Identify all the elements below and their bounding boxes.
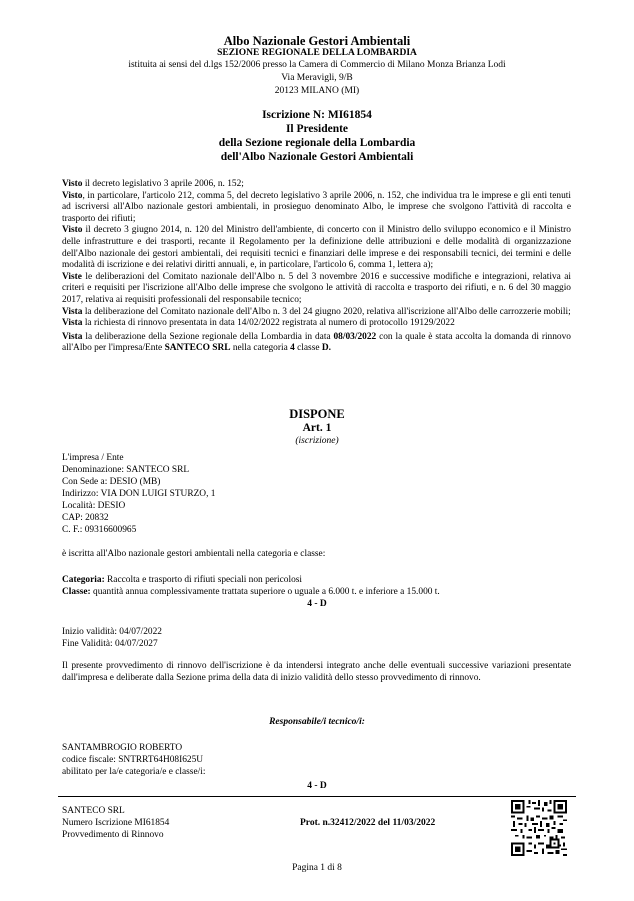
- responsabili-title: Responsabile/i tecnico/i:: [269, 717, 365, 727]
- responsabile-block: SANTAMBROGIO ROBERTO codice fiscale: SNTRRT64H08I625U abilitato per la/e categoria/e e classe/i:: [62, 743, 206, 777]
- visto-item: Vista la richiesta di rinnovo presentata in data 14/02/2022 registrata al numero di protocollo 19129/2022: [62, 318, 455, 329]
- footer-divider: [58, 796, 576, 797]
- albo-line: dell'Albo Nazionale Gestori Ambientali: [220, 151, 414, 163]
- header-section: SEZIONE REGIONALE DELLA LOMBARDIA: [217, 48, 417, 58]
- visto-item: Viste le deliberazioni del Comitato nazionale dell'Albo n. 5 del 3 novembre 2016 e successive modifiche e integrazioni, relativa ai criteri e requisiti per l'iscrizione all'Albo delle imprese che svolgono le attività di raccolta e trasporto dei rifiuti, e n. 6 del 30 maggio 2017, relativa ai requisiti professionali del responsabile tecnico;: [62, 271, 571, 305]
- header-line-2: Via Meravigli, 9/B: [281, 73, 353, 83]
- article-subtitle: (iscrizione): [295, 436, 339, 446]
- header-line-3: 20123 MILANO (MI): [274, 86, 360, 96]
- validita-block: Inizio validità: 04/07/2022 Fine Validità: 04/07/2027: [62, 627, 162, 649]
- impresa-block: L'impresa / Ente Denominazione: SANTECO SRL Con Sede a: DESIO (MB) Indirizzo: VIA DON LUIGI STURZO, 1 Località: DESIO CAP: 20832 C. F.: 09316600965: [62, 453, 216, 535]
- iscrizione-number: Iscrizione N: MI61854: [262, 109, 372, 121]
- category-class-code: 4 - D: [307, 599, 327, 609]
- header-line-1: istituita ai sensi del d.lgs 152/2006 presso la Camera di Commercio di Milano Monza Brianza Lodi: [128, 60, 506, 70]
- iscritta-text: è iscritta all'Albo nazionale gestori ambientali nella categoria e classe:: [62, 549, 326, 559]
- dispone-title: DISPONE: [289, 407, 345, 421]
- visto-item: Visto il decreto 3 giugno 2014, n. 120 del Ministro dell'ambiente, di concerto con il Ministro dello sviluppo economico e il Ministro delle infrastrutture e dei trasporti, recante il Regolamento per la definizione delle attribuzioni e delle modalità di organizzazione dell'Albo nazionale dei gestori ambientali, dei requisiti tecnici e finanziari delle imprese e dei responsabili tecnici, dei termini e delle modalità di iscrizione e dei relativi diritti annuali, e, in particolare, l'articolo 6, comma 1, lettera a);: [62, 225, 571, 271]
- article-title: Art. 1: [302, 422, 332, 434]
- header-title: Albo Nazionale Gestori Ambientali: [223, 34, 411, 48]
- page-number: Pagina 1 di 8: [292, 863, 342, 873]
- presente-paragraph: Il presente provvedimento di rinnovo dell'iscrizione è da intendersi integrato anche delle eventuali successive variazioni presentate dall'impresa e deliberate dalla Sezione prima della data di inizio validità dello stesso provvedimento di rinnovo.: [62, 661, 571, 683]
- visto-item: Vista la deliberazione del Comitato nazionale dell'Albo n. 3 del 24 giugno 2020, relativa all'iscrizione all'Albo delle carrozzerie mobili;: [62, 306, 571, 317]
- vista-deliberazione: Vista la deliberazione della Sezione regionale della Lombardia in data 08/03/2022 con la quale è stata accolta la domanda di rinnovo all'Albo per l'impresa/Ente SANTECO SRL nella categoria 4 classe D.: [62, 331, 571, 354]
- categoria-block: Categoria: Raccolta e trasporto di rifiuti speciali non pericolosi Classe: quantità annua complessivamente trattata superiore o uguale a 6.000 t. e inferiore a 15.000 t.: [62, 575, 440, 597]
- visto-item: Visto il decreto legislativo 3 aprile 2006, n. 152;: [62, 179, 244, 189]
- qr-code-icon: [511, 800, 567, 856]
- presidente-title: Il Presidente: [285, 123, 349, 135]
- protocol-number: Prot. n.32412/2022 del 11/03/2022: [300, 818, 436, 828]
- sezione-line: della Sezione regionale della Lombardia: [218, 137, 416, 149]
- responsabile-class-code: 4 - D: [307, 781, 327, 791]
- visto-item: Visto, in particolare, l'articolo 212, comma 5, del decreto legislativo 3 aprile 2006, n. 152, che individua tra le imprese e gli enti tenuti ad iscriversi all'Albo nazionale gestori ambientali, in prosieguo denominato Albo, le imprese che svolgono l'attività di raccolta e trasporto dei rifiuti;: [62, 190, 571, 224]
- visti-block: [62, 179, 571, 355]
- footer-info: SANTECO SRL Numero Iscrizione MI61854 Provvedimento di Rinnovo: [62, 806, 170, 840]
